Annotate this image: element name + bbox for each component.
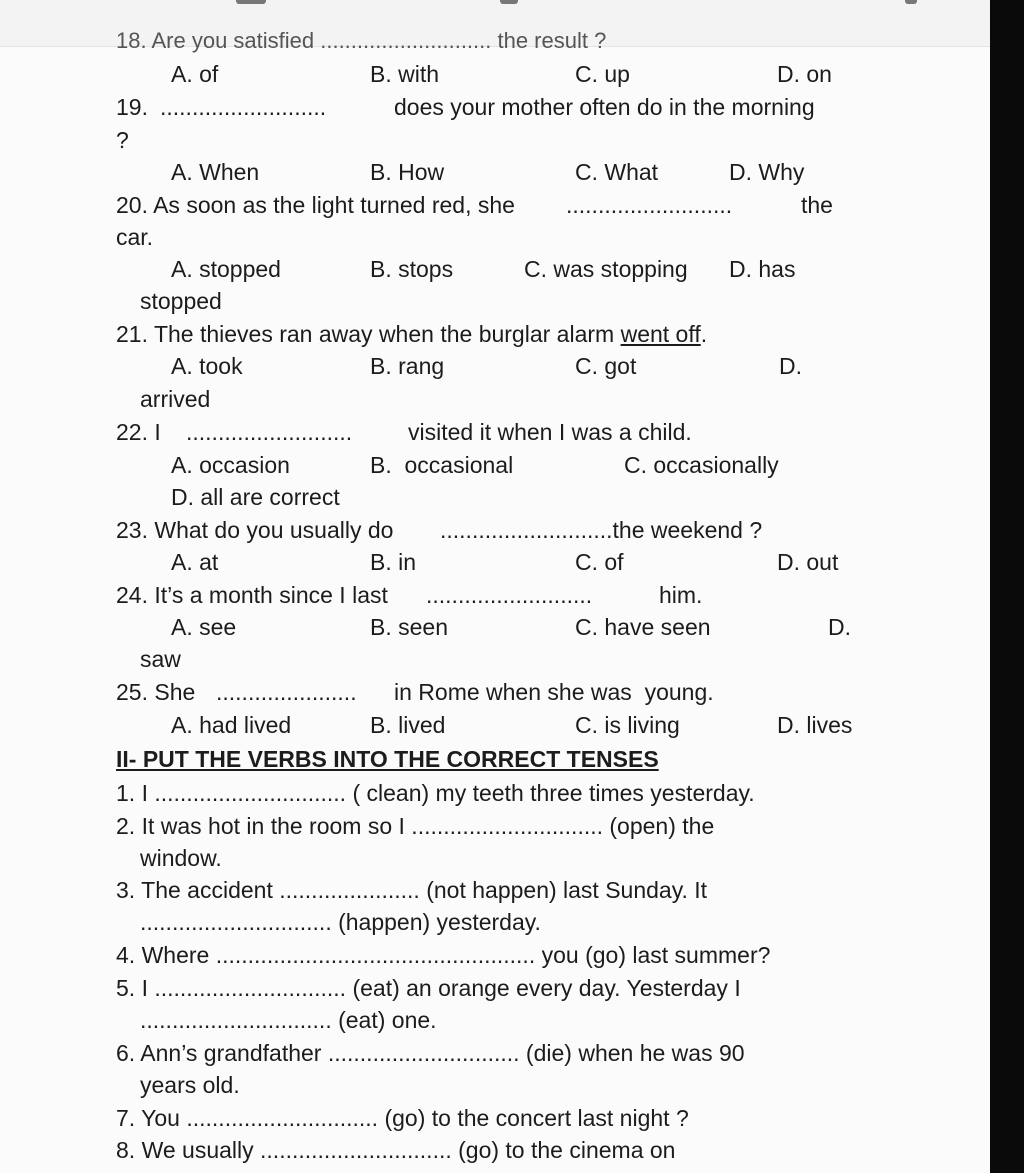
option-c: C. got — [575, 353, 637, 379]
exercise-2-wrap: window. — [140, 845, 222, 871]
option-d: D. out — [777, 549, 839, 575]
option-a: A. at — [171, 549, 219, 575]
question-19-text: does your mother often do in the morning — [394, 94, 815, 120]
option-b: B. with — [370, 61, 440, 87]
option-c: C. is living — [575, 712, 680, 738]
exercise-5-wrap: .............................. (eat) one. — [140, 1007, 437, 1033]
question-20-text: 20. As soon as the light turned red, she — [116, 192, 515, 218]
question-20-text-line2: car. — [116, 224, 154, 250]
option-d: D. Why — [729, 159, 805, 185]
option-a: A. of — [171, 61, 219, 87]
option-c: C. have seen — [575, 614, 711, 640]
exercise-3: 3. The accident ...................... (not happen) last Sunday. It — [116, 877, 708, 903]
option-c: C. occasionally — [624, 452, 779, 478]
toolbar-mark — [905, 0, 917, 4]
option-a: A. took — [171, 353, 243, 379]
option-d: D. lives — [777, 712, 853, 738]
exercise-6: 6. Ann’s grandfather .............................. (die) when he was 90 — [116, 1040, 745, 1066]
option-d: D. — [779, 353, 802, 379]
option-d-wrap: stopped — [140, 288, 222, 314]
option-c: C. of — [575, 549, 624, 575]
option-a: A. see — [171, 614, 237, 640]
toolbar-mark — [236, 0, 266, 4]
exercise-3-wrap: .............................. (happen) yesterday. — [140, 909, 541, 935]
question-21-underlined: went off — [620, 321, 701, 347]
option-c: C. was stopping — [524, 256, 688, 282]
option-b: B. seen — [370, 614, 448, 640]
exercise-2: 2. It was hot in the room so I .............................. (open) the — [116, 813, 715, 839]
question-23-blank: ...........................the weekend ? — [440, 517, 763, 543]
option-a: A. When — [171, 159, 260, 185]
exercise-5: 5. I .............................. (eat) an orange every day. Yesterday I — [116, 975, 741, 1001]
question-22-text: 22. I — [116, 419, 161, 445]
option-b: B. lived — [370, 712, 446, 738]
option-b: B. How — [370, 159, 445, 185]
question-19-text-line2: ? — [116, 127, 129, 153]
cut-off-question-18 — [116, 28, 636, 53]
toolbar-mark — [500, 0, 518, 4]
option-c: C. up — [575, 61, 630, 87]
question-19-number: 19. — [116, 94, 148, 120]
question-21-text — [116, 320, 707, 348]
question-24-text: 24. It’s a month since I last — [116, 582, 388, 608]
option-b: B. in — [370, 549, 417, 575]
option-b: B. rang — [370, 353, 445, 379]
option-d: D. — [828, 614, 851, 640]
option-c: C. What — [575, 159, 659, 185]
question-20-text-after: the — [801, 192, 833, 218]
exercise-8: 8. We usually .............................. (go) to the cinema on — [116, 1137, 676, 1163]
exercise-6-wrap: years old. — [140, 1072, 240, 1098]
option-a: A. had lived — [171, 712, 292, 738]
section-2-heading: II- PUT THE VERBS INTO THE CORRECT TENSES — [116, 746, 659, 772]
cut-line-text: 18. Are you satisfied ............................ the result ? — [116, 28, 607, 53]
question-24-blank: .......................... — [426, 582, 593, 608]
option-b: B. stops — [370, 256, 454, 282]
question-25-text: 25. She — [116, 679, 196, 705]
question-23-text: 23. What do you usually do — [116, 517, 394, 543]
option-d: D. on — [777, 61, 832, 87]
exercise-7: 7. You .............................. (go) to the concert last night ? — [116, 1105, 689, 1131]
option-d: D. all are correct — [171, 484, 340, 510]
question-22-text-after: visited it when I was a child. — [408, 419, 692, 445]
option-d-wrap: arrived — [140, 386, 211, 412]
question-25-blank: ...................... — [216, 679, 357, 705]
option-b: B. occasional — [370, 452, 514, 478]
question-24-text-after: him. — [659, 582, 703, 608]
exercise-4: 4. Where .................................................. you (go) last summer? — [116, 942, 771, 968]
option-d-wrap: saw — [140, 646, 181, 672]
question-21-lead: 21. The thieves ran away when the burglar alarm — [116, 321, 615, 347]
option-d: D. has — [729, 256, 796, 282]
exercise-1: 1. I .............................. ( clean) my teeth three times yesterday. — [116, 780, 755, 806]
option-a: A. stopped — [171, 256, 281, 282]
question-21-end: . — [700, 321, 708, 347]
question-22-blank: .......................... — [186, 419, 353, 445]
question-19-blank: .......................... — [160, 94, 327, 120]
question-25-text-after: in Rome when she was young. — [394, 679, 714, 705]
option-a: A. occasion — [171, 452, 290, 478]
question-20-blank: .......................... — [566, 192, 733, 218]
dark-side-margin — [990, 0, 1024, 1173]
